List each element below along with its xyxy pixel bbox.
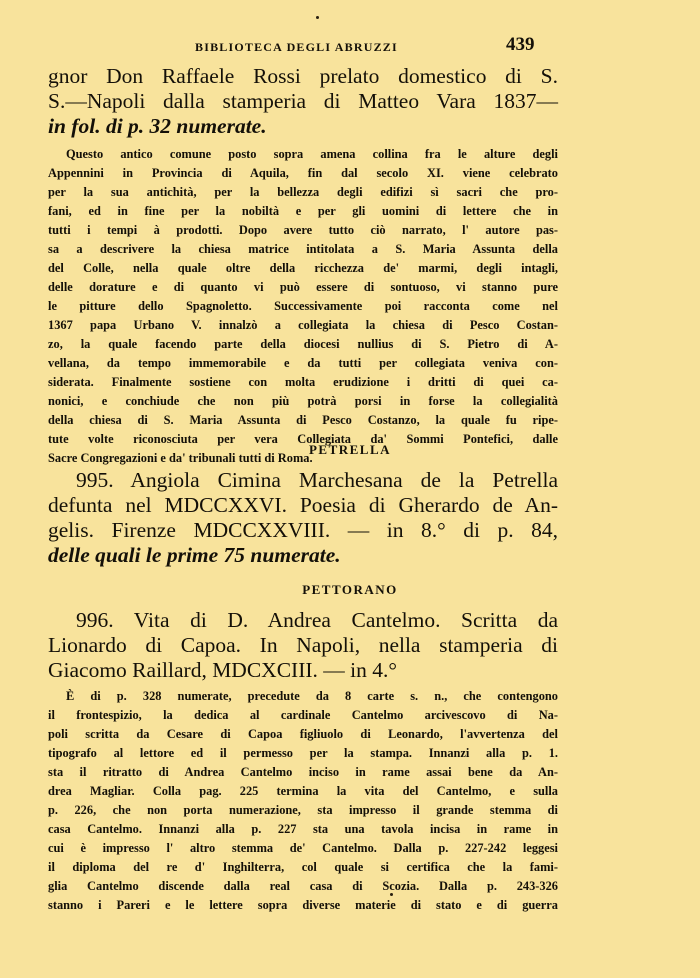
note-line: È di p. 328 numerate, precedute da 8 carte s. n., che contengono (66, 689, 558, 703)
entry-994-title-line: in fol. di p. 32 numerate. (48, 114, 267, 138)
note-line: poli scritta da Cesare di Capoa figliuolo di Leonardo, l'avvertenza del (48, 727, 558, 741)
entry-995-line: 995. Angiola Cimina Marchesana de la Petrella (76, 468, 558, 492)
note-line: tutti i tempi à prodotti. Dopo avere tutto ciò narrato, l' autore pas- (48, 223, 558, 237)
note-line: 1367 papa Urbano V. innalzò a collegiata la chiesa di Pesco Costan- (48, 318, 558, 332)
note-line: il frontespizio, la dedica al cardinale Cantelmo arcivescovo di Na- (48, 708, 558, 722)
page-number: 439 (506, 34, 535, 55)
note-line: siderata. Finalmente sostiene con molta erudizione i dritti di quei ca- (48, 375, 558, 389)
entry-994-title-line: S.—Napoli dalla stamperia di Matteo Vara 1837— (48, 89, 558, 113)
entry-996-line: 996. Vita di D. Andrea Cantelmo. Scritta da (76, 608, 558, 632)
note-line: stanno i Pareri e le lettere sopra diverse materie di stato e di guerra (48, 898, 558, 912)
note-line: tute volte riconosciuta per vera Collegiata da' Sommi Pontefici, dalle (48, 432, 558, 446)
entry-996-line: Giacomo Raillard, MDCXCIII. — in 4.° (48, 658, 397, 682)
page-header (0, 34, 700, 58)
note-line: nonici, e conchiude che non più potrà porsi in forse la collegialità (48, 394, 558, 408)
entry-995-line: gelis. Firenze MDCCXXVIII. — in 8.° di p. 84, (48, 518, 558, 542)
ink-speck (316, 16, 319, 19)
entry-994-title-line: gnor Don Raffaele Rossi prelato domestico di S. (48, 64, 558, 88)
entry-994-note (48, 145, 558, 468)
note-line: fani, ed in fine per la nobiltà e per gli uomini di lettere che in (48, 204, 558, 218)
note-line: p. 226, che non porta numerazione, sta impresso il grande stemma di (48, 803, 558, 817)
entry-995 (48, 468, 558, 568)
entry-996-line: Lionardo di Capoa. In Napoli, nella stamperia di (48, 633, 558, 657)
section-heading-petrella: PETRELLA (308, 442, 392, 457)
entry-996 (48, 608, 558, 683)
note-line: Sacre Congregazioni e da' tribunali tutti di Roma. (48, 451, 313, 465)
note-line: Questo antico comune posto sopra amena collina fra le alture degli (66, 147, 558, 161)
section-heading-pettorano: PETTORANO (302, 582, 398, 597)
note-line: casa Cantelmo. Innanzi alla p. 227 sta una tavola incisa in rame in (48, 822, 558, 836)
note-line: tipografo al lettore ed il permesso per la stampa. Innanzi alla p. 1. (48, 746, 558, 760)
note-line: sa a descrivere la chiesa matrice intitolata a S. Maria Assunta della (48, 242, 558, 256)
note-line: glia Cantelmo discende dalla real casa di Scozia. Dalla p. 243-326 (48, 879, 558, 893)
note-line: il diploma del re d' Inghilterra, col quale si certifica che la fami- (48, 860, 558, 874)
note-line: Appennini in Provincia di Aquila, fin dal secolo XI. viene celebrato (48, 166, 558, 180)
entry-994-title (48, 64, 558, 139)
entry-995-line: defunta nel MDCCXXVI. Poesia di Gherardo de An- (48, 493, 558, 517)
note-line: sta il ritratto di Andrea Cantelmo inciso in rame assai bene da An- (48, 765, 558, 779)
note-line: del Colle, nella quale oltre della ricchezza de' marmi, degli intagli, (48, 261, 558, 275)
note-line: per la sua antichità, per la bellezza degli edifizi sì sacri che pro- (48, 185, 558, 199)
running-title: BIBLIOTECA DEGLI ABRUZZI (195, 40, 398, 54)
note-line: drea Magliar. Colla pag. 225 termina la vita del Cantelmo, e sulla (48, 784, 558, 798)
note-line: delle dorature e di quanto vi può essere di sontuoso, vi stanno pure (48, 280, 558, 294)
entry-995-line: delle quali le prime 75 numerate. (48, 543, 341, 567)
note-line: zo, la quale facendo parte della diocesi nullius di S. Pietro di A- (48, 337, 558, 351)
note-line: della chiesa di S. Maria Assunta di Pesco Costanzo, la quale fu ripe- (48, 413, 558, 427)
note-line: cui è impresso l' altro stemma de' Cantelmo. Dalla p. 227-242 leggesi (48, 841, 558, 855)
note-line: vellana, da tempo immemorabile e da tutti per collegiata veniva con- (48, 356, 558, 370)
note-line: le pitture dello Spagnoletto. Successivamente poi racconta come nel (48, 299, 558, 313)
entry-996-note (48, 687, 558, 915)
